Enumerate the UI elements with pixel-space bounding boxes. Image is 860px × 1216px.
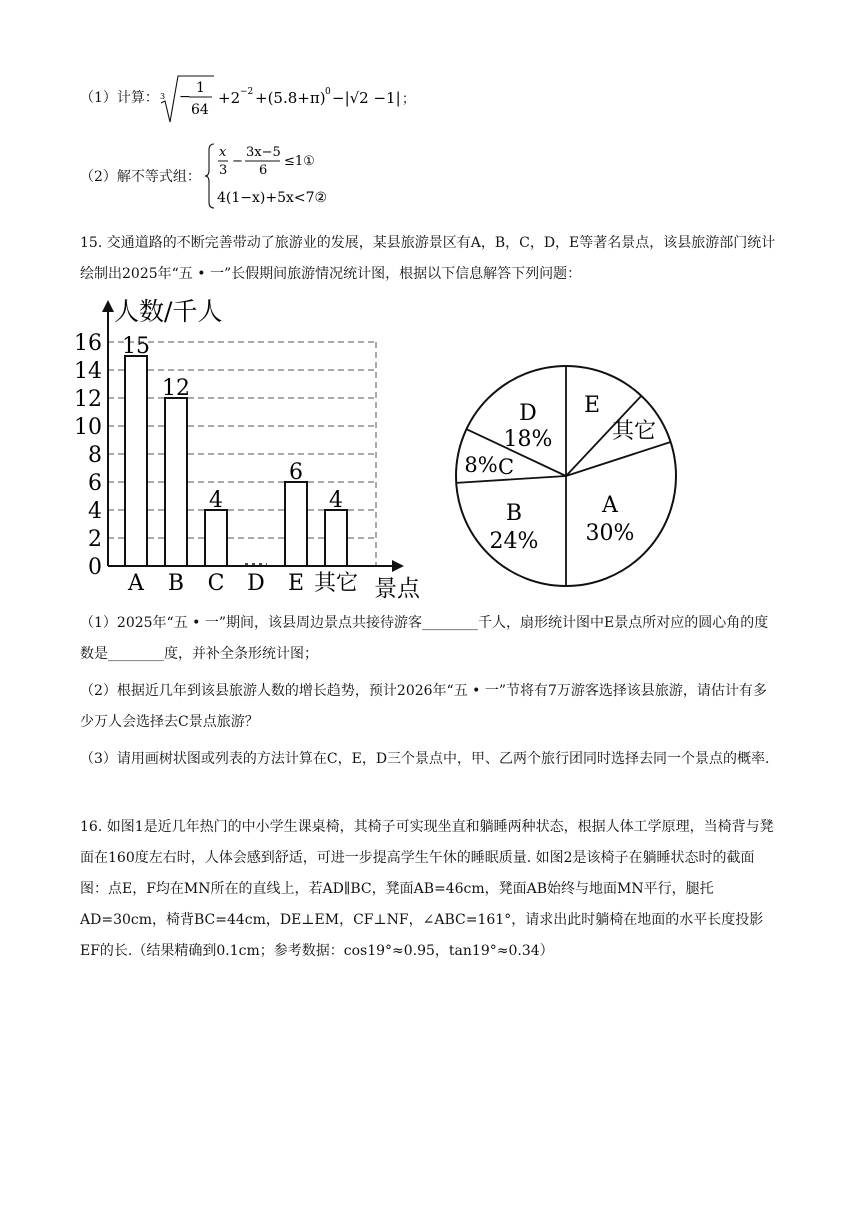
term-power-exp: −2 xyxy=(240,87,254,97)
q14-part1-formula xyxy=(158,72,418,128)
bar-value-label: 4 xyxy=(209,488,223,513)
bar-value-label: 12 xyxy=(162,376,190,401)
y-tick-label: 0 xyxy=(88,555,102,580)
y-tick-label: 12 xyxy=(74,387,102,412)
bar-value-label: 4 xyxy=(329,488,343,513)
bar-value-label: 6 xyxy=(289,460,303,485)
bar-chart xyxy=(74,296,438,602)
term-paren-exp: 0 xyxy=(325,87,331,97)
q16-text: 16. 如图1是近几年热门的中小学生课桌椅，其椅子可实现坐直和躺睡两种状态，根据人体工学原理，当椅背与凳面在160度左右时，人体会感到舒适，可进一步提高学生午休的睡眠质量. 如图2是该椅子在躺睡状态时的截面图：点E，F均在MN所在的直线上，若AD∥BC，凳面AB=46cm，凳面AB始终与地面MN平行，腿托AD=30cm，椅背BC=44cm，DE⊥EM，CF⊥NF，∠ABC=161°，请求出此时躺椅在地面的水平长度投影EF的长.（结果精确到0.1cm；参考数据：cos19°≈0.95，tan19°≈0.34） xyxy=(80,819,774,959)
bar-其它 xyxy=(325,510,347,566)
q15-intro: 15. 交通道路的不断完善带动了旅游业的发展，某县旅游景区有A，B，C，D，E等著名景点，该县旅游部门统计绘制出2025年“五 • 一”长假期间旅游情况统计图，根据以下信息解答下列问题： xyxy=(80,235,776,282)
q15-sub2: （2）根据近几年到该县旅游人数的增长趋势，预计2026年“五 • 一”节将有7万游客选择该县旅游，请估计有多少万人会选择去C景点旅游？ xyxy=(80,683,767,730)
x-axis-title: 景点 xyxy=(374,576,420,602)
eq1-b-num: 3x−5 xyxy=(246,145,281,160)
frac-num: 1 xyxy=(196,80,205,96)
term-end: ； xyxy=(402,92,416,107)
eq1-a-num: x xyxy=(219,145,227,160)
frac-den: 64 xyxy=(191,102,209,118)
term-abs: −|√2 −1| xyxy=(332,89,401,107)
term-paren: +(5.8+π) xyxy=(255,89,326,107)
y-tick-label: 16 xyxy=(74,331,102,356)
x-tick-label: D xyxy=(247,571,265,596)
pie-percent-A: 30% xyxy=(585,521,635,546)
bar-C xyxy=(205,510,227,566)
bar-value-label: 15 xyxy=(122,334,150,359)
q14-part2 xyxy=(80,167,201,187)
x-tick-label: B xyxy=(167,571,185,596)
eq1-rhs: ≤1① xyxy=(284,154,315,169)
bar-A xyxy=(125,356,147,566)
eq1-b-den: 6 xyxy=(259,163,268,178)
system-brace xyxy=(205,144,214,208)
term-power: +2 xyxy=(218,89,241,107)
y-tick-label: 8 xyxy=(88,443,102,468)
q14-part1-label: （1）计算： xyxy=(80,90,159,106)
q14-part1 xyxy=(80,88,159,108)
x-tick-label: C xyxy=(207,571,225,596)
eq1-minus: − xyxy=(232,154,243,169)
y-axis-arrow xyxy=(102,300,114,312)
x-tick-label: 其它 xyxy=(313,571,359,596)
y-tick-label: 10 xyxy=(74,415,102,440)
pie-label-其它: 其它 xyxy=(611,419,657,444)
pie-percent-C: 8% xyxy=(464,453,498,477)
q15-sub3: （3）请用画树状图或列表的方法计算在C，E，D三个景点中，甲、乙两个旅行团同时选择去同一个景点的概率. xyxy=(80,751,770,767)
y-tick-label: 14 xyxy=(74,359,102,384)
pie-label-D: D xyxy=(519,401,537,426)
pie-chart xyxy=(452,360,684,592)
bar-B xyxy=(165,398,187,566)
pie-label-E: E xyxy=(583,393,601,418)
root-index: 3 xyxy=(160,92,166,101)
pie-percent-B: 24% xyxy=(489,529,539,554)
eq1-a-den: 3 xyxy=(219,163,228,178)
bar-E xyxy=(285,482,307,566)
y-tick-label: 6 xyxy=(88,471,102,496)
q15-sub1: （1）2025年“五 • 一”期间，该县周边景点共接待游客________千人，扇形统计图中E景点所对应的圆心角的度数是________度，并补全条形统计图； xyxy=(80,615,769,662)
pie-label-B: B xyxy=(505,501,523,526)
y-tick-label: 2 xyxy=(88,527,102,552)
radicand-sign: − xyxy=(179,89,191,105)
eq2: 4(1−x)+5x<7② xyxy=(217,190,328,206)
x-axis-arrow xyxy=(392,560,404,572)
y-tick-label: 4 xyxy=(88,499,102,524)
q14-part2-system xyxy=(204,140,344,212)
y-axis-title: 人数/千人 xyxy=(114,297,223,326)
pie-percent-D: 18% xyxy=(503,427,553,452)
x-tick-label: E xyxy=(287,571,305,596)
pie-label-A: A xyxy=(602,493,618,518)
x-tick-label: A xyxy=(128,571,144,596)
pie-label-C: C xyxy=(497,455,515,479)
q14-part2-label: （2）解不等式组： xyxy=(80,169,201,185)
